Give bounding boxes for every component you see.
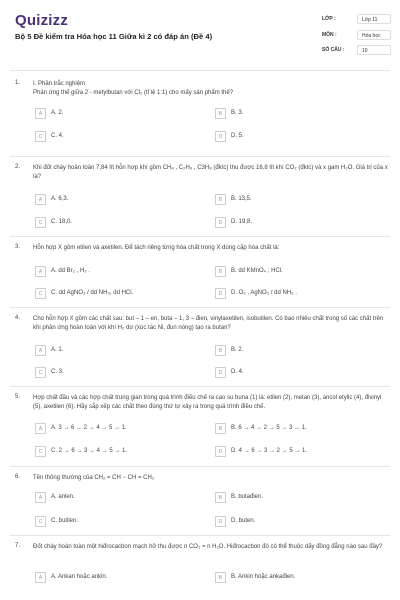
page-header bbox=[0, 0, 400, 62]
option-letter-box: B bbox=[215, 108, 226, 119]
option-text: D. buten. bbox=[231, 518, 256, 524]
option-text: C. dd AgNO₃ / dd NH₃, dd HCl. bbox=[51, 290, 134, 296]
option-letter-box: B bbox=[215, 423, 226, 434]
option-text: C. 18,0. bbox=[51, 219, 73, 225]
answer-option[interactable] bbox=[215, 516, 385, 527]
option-text: D. 5. bbox=[231, 133, 244, 139]
option-letter-box: A bbox=[35, 266, 46, 277]
option-text: A. Ankan hoặc ankin. bbox=[51, 574, 108, 580]
answer-option[interactable] bbox=[215, 266, 385, 277]
answer-option[interactable] bbox=[35, 217, 205, 228]
option-text: C. 2 → 6 → 3 → 4 → 5 → 1. bbox=[51, 448, 128, 454]
question-text: Tên thông thường của CH₂ = CH − CH = CH₂ bbox=[33, 475, 155, 481]
answer-option[interactable] bbox=[35, 446, 205, 457]
option-letter-box: A bbox=[35, 194, 46, 205]
option-letter-box: A bbox=[35, 423, 46, 434]
class-label: LỚP : bbox=[322, 16, 336, 22]
option-text: D. 4 → 6 → 3 → 2 → 5 → 1. bbox=[231, 448, 308, 454]
answer-option[interactable] bbox=[35, 367, 205, 378]
option-text: B. butađien. bbox=[231, 494, 264, 500]
question-count-label: SỐ CÂU : bbox=[322, 47, 345, 53]
answer-option[interactable] bbox=[35, 288, 205, 299]
option-letter-box: D bbox=[215, 131, 226, 142]
quizizz-logo: Quizizz bbox=[15, 12, 69, 29]
option-text: A. 2. bbox=[51, 110, 64, 116]
question-divider bbox=[10, 535, 390, 536]
question-text: Cho hỗn hợp X gồm các chất sau: but – 1 – en, buta – 1, 3 – đien, vinylaxetilen, isobutilen. Có bao nhiêu chất trong số các chất trên khi phản ứng hoàn toàn với khí H₂ dư (xúc tác Ni, đun nóng) tạo ra butan? bbox=[33, 316, 384, 331]
option-text: C. 4. bbox=[51, 133, 64, 139]
question-number: 3. bbox=[15, 244, 21, 250]
answer-option[interactable] bbox=[35, 423, 205, 434]
question-divider bbox=[10, 307, 390, 308]
option-letter-box: D bbox=[215, 367, 226, 378]
answer-option[interactable] bbox=[215, 217, 385, 228]
answer-option[interactable] bbox=[35, 492, 205, 503]
answer-option[interactable] bbox=[35, 131, 205, 142]
answer-option[interactable] bbox=[35, 194, 205, 205]
question-number: 5. bbox=[15, 394, 21, 400]
option-text: A. dd Br₂ , H₂ . bbox=[51, 268, 91, 274]
question-divider bbox=[10, 466, 390, 467]
answer-option[interactable] bbox=[215, 492, 385, 503]
question-divider bbox=[10, 236, 390, 237]
option-letter-box: A bbox=[35, 572, 46, 583]
option-letter-box: C bbox=[35, 131, 46, 142]
option-text: A. 3 → 6 → 2 → 4 → 5 → 1. bbox=[51, 425, 127, 431]
question-text: Đốt cháy hoàn toàn một hiđrocacbon mạch hở thu được n CO₂ = n H₂O. Hiđrocacbon đó có thể thuộc dãy đồng đẳng nào sau đây? bbox=[33, 544, 383, 550]
answer-option[interactable] bbox=[215, 423, 385, 434]
option-letter-box: D bbox=[215, 288, 226, 299]
question-count-value: 10 bbox=[357, 45, 391, 55]
class-value: Lớp 11 bbox=[357, 14, 391, 24]
question-text: I. Phần trắc nghiệm Phản ứng thế giữa 2 - metylbutan với Cl₂ (tỉ lệ 1:1) cho mấy sản phẩm thế? bbox=[33, 81, 234, 96]
option-text: B. dd KMnO₄ ; HCl. bbox=[231, 268, 283, 274]
answer-option[interactable] bbox=[35, 266, 205, 277]
option-text: A. 1. bbox=[51, 347, 64, 353]
option-text: B. Ankin hoặc ankađien. bbox=[231, 574, 296, 580]
answer-option[interactable] bbox=[215, 131, 385, 142]
option-letter-box: A bbox=[35, 492, 46, 503]
answer-option[interactable] bbox=[35, 516, 205, 527]
answer-option[interactable] bbox=[215, 367, 385, 378]
option-text: A. 6,3. bbox=[51, 196, 69, 202]
question-text: Hợp chất đầu và các hợp chất trung gian trong quá trình điều chế ra cao su buna (1) là: etilen (2), metan (3), ancol etylic (4), đivinyl (5), axetilen (6). Hãy sắp xếp các chất theo đúng thứ tự xảy ra trong quá trình điều chế. bbox=[33, 395, 382, 410]
option-letter-box: A bbox=[35, 108, 46, 119]
answer-option[interactable] bbox=[215, 572, 385, 583]
question-number: 7. bbox=[15, 543, 21, 549]
option-text: B. 6 → 4 → 2 → 5 → 3 → 1. bbox=[231, 425, 307, 431]
option-letter-box: D bbox=[215, 446, 226, 457]
option-letter-box: C bbox=[35, 217, 46, 228]
question-text: Khi đốt cháy hoàn toàn 7,84 lít hỗn hợp khí gồm CH₄ , C₂H₆ , C3H₈ (đktc) thu được 16,8 lít khí CO₂ (đktc) và x gam H₂O. Giá trị của x là? bbox=[33, 165, 388, 180]
answer-option[interactable] bbox=[215, 108, 385, 119]
document-title: Bộ 5 Đề kiểm tra Hóa học 11 Giữa kì 2 có đáp án (Đề 4) bbox=[15, 32, 213, 41]
answer-option[interactable] bbox=[35, 345, 205, 356]
option-letter-box: C bbox=[35, 367, 46, 378]
question-number: 2. bbox=[15, 164, 21, 170]
question-text: Hỗn hợp X gồm etilen và axetilen. Để tách riêng từng hóa chất trong X dùng cặp hóa chất là: bbox=[33, 245, 280, 251]
option-text: B. 13,5. bbox=[231, 196, 252, 202]
option-letter-box: B bbox=[215, 266, 226, 277]
option-text: A. anlen. bbox=[51, 494, 75, 500]
option-letter-box: A bbox=[35, 345, 46, 356]
option-text: B. 3. bbox=[231, 110, 244, 116]
option-text: C. 3. bbox=[51, 369, 64, 375]
header-divider bbox=[10, 70, 390, 71]
subject-value: Hóa học bbox=[357, 30, 391, 40]
subject-label: MÔN : bbox=[322, 32, 337, 38]
option-letter-box: D bbox=[215, 217, 226, 228]
question-number: 4. bbox=[15, 315, 21, 321]
answer-option[interactable] bbox=[215, 194, 385, 205]
question-number: 6. bbox=[15, 474, 21, 480]
option-text: D. O₂ , AgNO₃ / dd NH₃ . bbox=[231, 290, 297, 296]
option-letter-box: C bbox=[35, 446, 46, 457]
answer-option[interactable] bbox=[215, 446, 385, 457]
answer-option[interactable] bbox=[215, 345, 385, 356]
option-letter-box: B bbox=[215, 194, 226, 205]
option-text: D. 19,8. bbox=[231, 219, 253, 225]
option-letter-box: B bbox=[215, 572, 226, 583]
option-letter-box: B bbox=[215, 492, 226, 503]
answer-option[interactable] bbox=[35, 572, 205, 583]
question-divider bbox=[10, 386, 390, 387]
option-letter-box: B bbox=[215, 345, 226, 356]
option-text: B. 2. bbox=[231, 347, 244, 353]
option-text: D. 4. bbox=[231, 369, 244, 375]
question-number: 1. bbox=[15, 80, 21, 86]
option-text: C. butilen. bbox=[51, 518, 79, 524]
question-divider bbox=[10, 156, 390, 157]
option-letter-box: D bbox=[215, 516, 226, 527]
option-letter-box: C bbox=[35, 288, 46, 299]
answer-option[interactable] bbox=[35, 108, 205, 119]
answer-option[interactable] bbox=[215, 288, 385, 299]
option-letter-box: C bbox=[35, 516, 46, 527]
